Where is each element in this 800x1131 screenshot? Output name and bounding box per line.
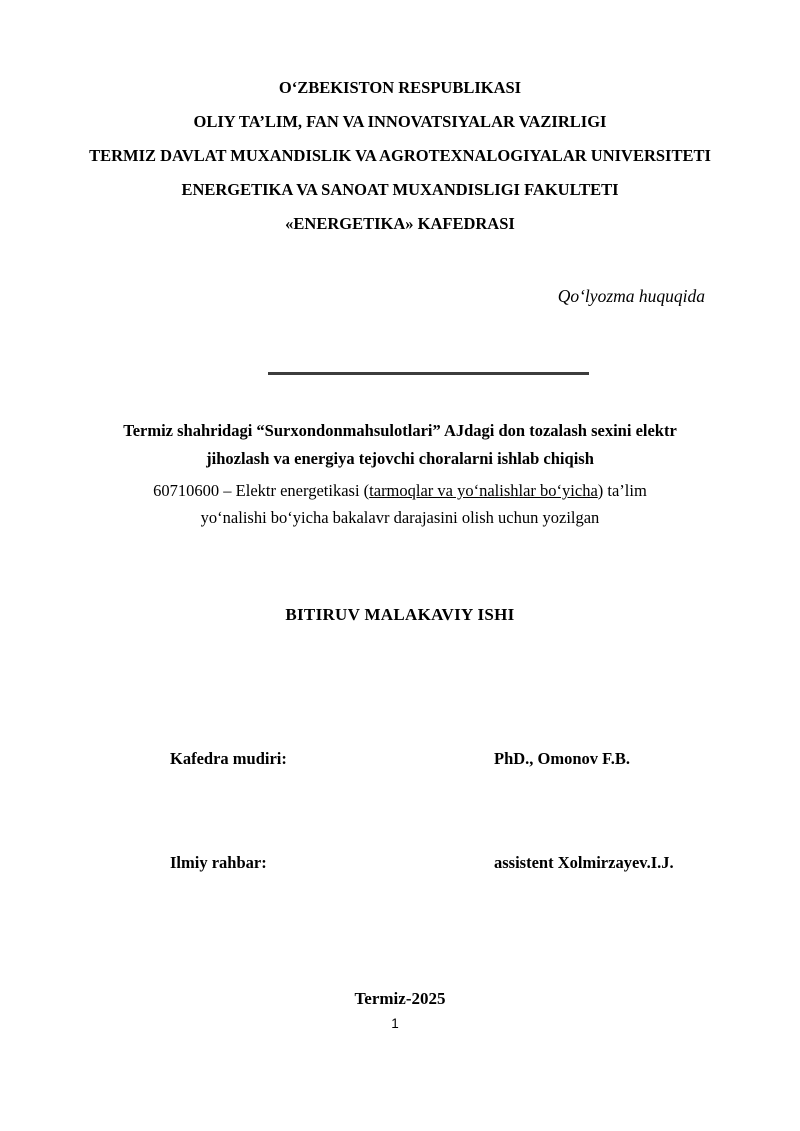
header-line-ministry: OLIY TA’LIM, FAN VA INNOVATSIYALAR VAZIRLIGI: [193, 112, 607, 131]
signature-row-supervisor: [170, 851, 800, 875]
manuscript-rights-note: Qoʻlyozma huquqida: [557, 286, 705, 306]
page-number: 1: [391, 1016, 399, 1031]
program-suffix: ) ta’lim yoʻnalishi boʻyicha bakalavr darajasini olish uchun yozilgan: [200, 481, 647, 527]
thesis-title: Termiz shahridagi “Surxondonmahsulotlari” AJdagi don tozalash sexini elektr jihozlash va energiya tejovchi choralarni ishlab chiqish: [123, 421, 677, 468]
signature-blank-line: [268, 372, 589, 375]
program-specialization-underlined: tarmoqlar va yoʻnalishlar boʻyicha: [369, 481, 598, 500]
program-description: [119, 477, 681, 531]
work-type-heading: BITIRUV MALAKAVIY ISHI: [285, 605, 515, 624]
program-code-prefix: 60710600 – Elektr energetikasi (: [153, 481, 370, 500]
role-label: Kafedra mudiri:: [170, 749, 287, 768]
signature-row-department-head: [170, 747, 800, 771]
header-line-department: «ENERGETIKA» KAFEDRASI: [285, 214, 515, 233]
header-line-country: OʻZBEKISTON RESPUBLIKASI: [278, 78, 522, 97]
role-label: Ilmiy rahbar:: [170, 853, 267, 872]
person-name: PhD., Omonov F.B.: [494, 749, 630, 768]
header-line-university: TERMIZ DAVLAT MUXANDISLIK VA AGROTEXNALOGIYALAR UNIVERSITETI: [89, 146, 711, 165]
ministry-header: [0, 0, 800, 236]
person-name: assistent Xolmirzayev.I.J.: [494, 853, 674, 872]
city-year: Termiz-2025: [354, 989, 446, 1008]
header-line-faculty: ENERGETIKA VA SANOAT MUXANDISLIGI FAKULTETI: [181, 180, 619, 199]
